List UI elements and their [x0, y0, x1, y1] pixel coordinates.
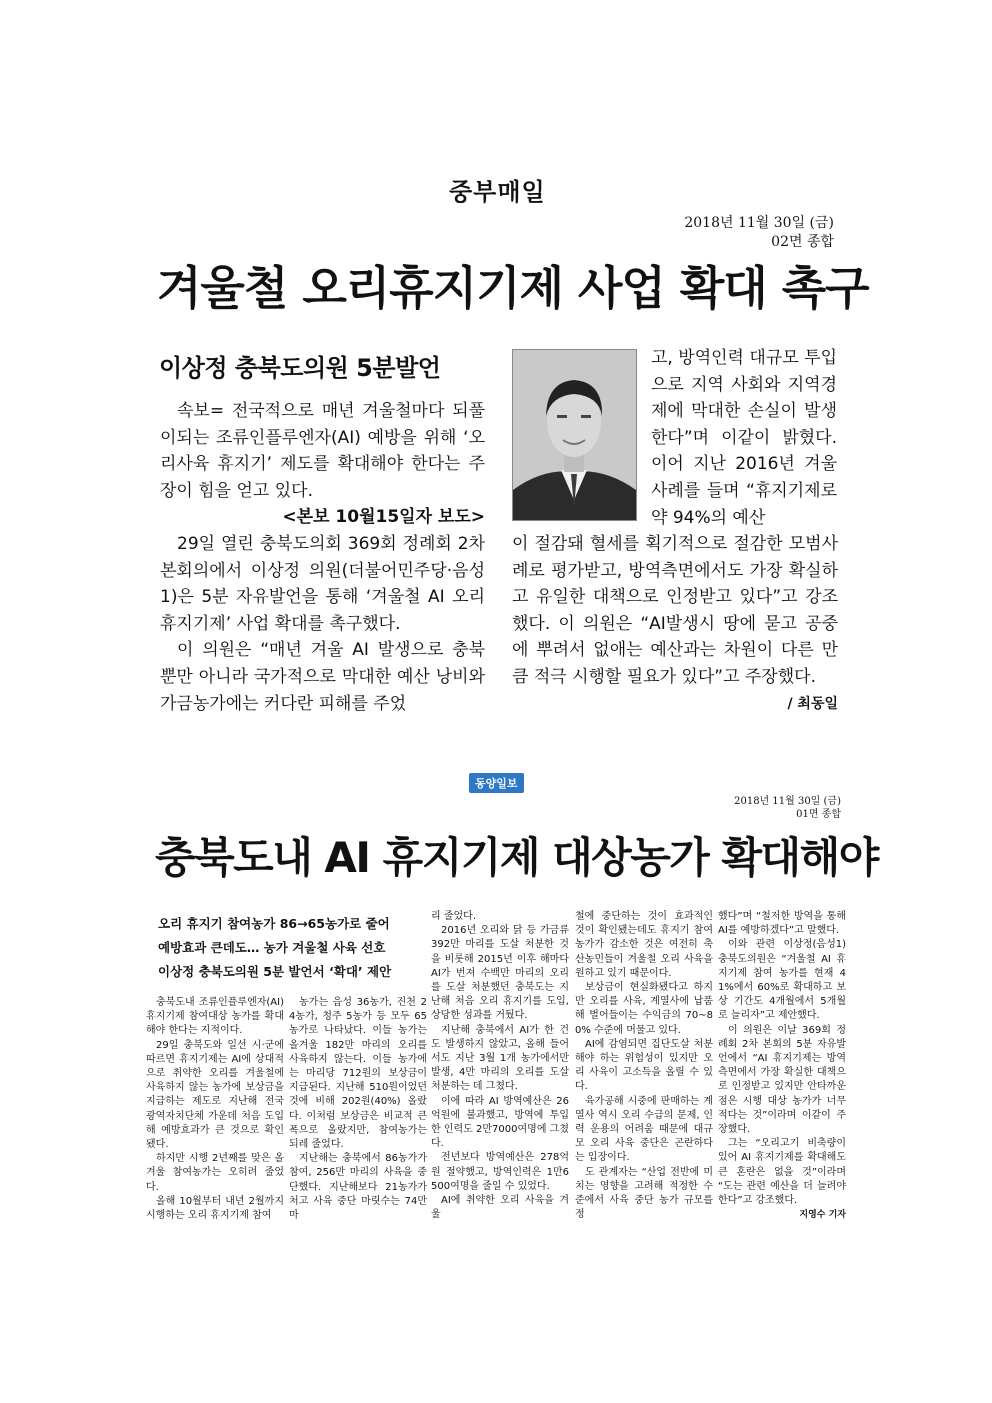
article-body-right-top [651, 345, 837, 531]
publication-date-block-2 [734, 795, 841, 821]
subheadline: 예방효과 큰데도… 농가 겨울철 사육 선호 [158, 940, 386, 955]
paragraph: 2016년 오리와 닭 등 가금류 392만 마리를 도살 처분한 것을 비롯해 2015년 이후 해마다 AI가 번져 수백만 마리의 오리를 도살 처분했던 충북도는 지난해 처음 오리 휴지기를 도입, 상당한 성과를 거뒀다. [431, 925, 569, 1022]
paragraph: 농가는 음성 36농가, 진천 24농가, 청주 5농가 등 모두 65 농가로 나타났다. 이들 농가는 올겨울 182만 마리의 오리를 사육하지 않는다. 이들 농가에는 마리당 712원의 보상금이 지급된다. 지난해 510원이었던 것에 비해 202원(40%) 올랐다. 이처럼 보상금은 비교적 큰 폭으로 올랐지만, 참여농가는 되레 줄었다. [289, 997, 427, 1151]
paragraph: 전년보다 방역예산은 278억원 절약했고, 방역인력은 1만6500여명을 줄일 수 있었다. [431, 1152, 569, 1192]
paragraph: 도 관계자는 “산업 전반에 미치는 영향을 고려해 적정한 수준에서 사육 중단 농가 규모를 정 [575, 1166, 713, 1221]
portrait-photo [512, 349, 637, 521]
publication-name: 중부매일 [449, 178, 546, 206]
paragraph: 29일 충북도와 일선 시·군에 따르면 휴지기제는 AI에 상대적으로 취약한 오리를 겨울철에 사육하지 않는 농가에 보상금을 지급하는 제도로 지난해 전국 광역자치단체 가운데 처음 도입해 예방효과가 큰 것으로 확인됐다. [146, 1039, 284, 1151]
article-subheadlines-2 [158, 912, 391, 984]
paragraph: 철에 중단하는 것이 효과적인 것이 확인됐는데도 휴지기 참여농가가 감소한 것은 여전히 축산농민들이 겨울철 오리 사육을 원하고 있기 때문이다. [575, 911, 713, 979]
paragraph: AI에 취약한 오리 사육을 겨울 [431, 1195, 569, 1221]
paragraph: 29일 열린 충북도의회 369회 정례회 2차본회의에서 이상정 의원(더불어민주당·음성1)은 5분 자유발언을 통해 ‘겨울철 AI 오리휴지기제’ 사업 확대를 촉구했다. [160, 533, 485, 634]
article-column-4 [575, 910, 713, 1222]
paragraph: 육가공해 시중에 판매하는 계열사 역시 오리 수급의 문제, 인력 운용의 어려움 때문에 대규모 오리 사육 중단은 곤란하다는 입장이다. [575, 1095, 713, 1164]
portrait-illustration [513, 350, 636, 520]
section-label: 02면 종합 [771, 234, 834, 250]
article-column-2 [289, 996, 427, 1223]
article-column-1 [146, 996, 284, 1223]
paragraph: 이 절감돼 혈세를 획기적으로 절감한 모범사례로 평가받고, 방역측면에서도 가장 확실하고 유일한 대책으로 인정받고 있다”고 강조했다. 이 의원은 “AI발생시 땅에 묻고 공중에 뿌려서 없애는 예산과는 차원이 다른 만큼 적극 시행할 필요가 있다”고 주장했다. [512, 534, 838, 687]
paragraph: 보상금이 현실화됐다고 하지만 오리를 사육, 계열사에 납품해 벌어들이는 수익금의 70∼80% 수준에 머물고 있다. [575, 982, 713, 1036]
subheadline: 오리 휴지기 참여농가 86→65농가로 줄어 [158, 916, 390, 931]
article-body-left [160, 398, 485, 717]
paragraph: 지난해는 충북에서 86농가가 참여, 256만 마리의 사육을 중단했다. 지난해보다 21농가가 처고 사육 중단 마릿수는 74만 마 [289, 1153, 427, 1222]
paragraph: 지난해 충북에서 AI가 한 건도 발생하지 않았고, 올해 들어서도 지난 3월 1개 농가에서만 발생, 4만 마리의 오리를 도살 처분하는 데 그쳤다. [431, 1024, 569, 1093]
paragraph: 고, 방역인력 대규모 투입으로 지역 사회와 지역경제에 막대한 손실이 발생한다”며 이같이 밝혔다. 이어 지난 2016년 겨울 사례를 들며 “휴지기제로 약 94%의 예산 [651, 348, 837, 528]
publication-logo-2 [469, 773, 524, 793]
article-subheadline: 이상정 충북도의원 5분발언 [159, 354, 441, 382]
paragraph: 올해 10월부터 내년 2월까지 시행하는 오리 휴지기제 참여 [146, 1195, 284, 1222]
article-body-right-bottom [512, 531, 838, 717]
section-label-2: 01면 종합 [796, 809, 841, 820]
paragraph: 리 줄었다. [431, 911, 476, 922]
reference-note: <본보 10월15일자 보도> [282, 507, 485, 528]
publication-date: 2018년 11월 30일 (금) [684, 215, 834, 231]
paragraph: 충북도내 조류인플루엔자(AI) 휴지기제 참여대상 농가를 확대해야 한다는 지적이다. [146, 997, 284, 1037]
paragraph: 했다”며 “철저한 방역을 통해 AI를 예방하겠다”고 말했다. [718, 911, 846, 937]
byline: / 최동일 [787, 695, 838, 712]
article-column-3 [431, 910, 569, 1222]
article-headline: 겨울철 오리휴지기제 사업 확대 촉구 [157, 261, 869, 315]
paragraph: 이에 따라 AI 방역예산은 26억원에 불과했고, 방역에 투입한 인력도 2만7000여명에 그쳤다. [431, 1095, 569, 1150]
publication-date-2: 2018년 11월 30일 (금) [734, 796, 841, 807]
publication-name-2: 동양일보 [475, 777, 518, 790]
byline-2: 지영수 기자 [799, 1210, 846, 1221]
subheadline: 이상정 충북도의원 5분 발언서 ‘확대’ 제안 [158, 964, 392, 979]
article-headline-2: 충북도내 AI 휴지기제 대상농가 확대해야 [155, 833, 878, 882]
paragraph: AI에 감염되면 집단도살 처분해야 하는 위험성이 있지만 오리 사육이 고소득을 올릴 수 있다. [575, 1038, 713, 1093]
publication-date-block [684, 214, 834, 252]
publication-logo [449, 172, 546, 207]
paragraph: 이 의원은 이날 369회 정례회 2차 본회의 5분 자유발언에서 “AI 휴지기제는 방역 측면에서 가장 확실한 대책으로 인정받고 있지만 안타까운 점은 시행 대상 농가가 너무 적다는 것”이라며 이같이 주장했다. [718, 1024, 846, 1136]
paragraph: 속보= 전국적으로 매년 겨울철마다 되풀이되는 조류인플루엔자(AI) 예방을 위해 ‘오리사육 휴지기’ 제도를 확대해야 한다는 주장이 힘을 얻고 있다. [160, 401, 485, 501]
paragraph: 이와 관련 이상정(음성1) 충북도의원은 “겨울철 AI 휴지기제 참여 농가를 현재 41%에서 60%로 확대하고 보상 기간도 4개월에서 5개월로 늘리자”고 제안했다. [718, 939, 846, 1022]
paragraph: 이 의원은 “매년 겨울 AI 발생으로 충북 뿐만 아니라 국가적으로 막대한 예산 낭비와 가금농가에는 커다란 피해를 주었 [160, 640, 485, 714]
paragraph: 하지만 시행 2년째를 맞은 올 겨울 참여농가는 오히려 줄었다. [146, 1153, 284, 1193]
article-column-5 [718, 910, 846, 1222]
paragraph: 그는 “오리고기 비축량이 있어 AI 휴지기제를 확대해도 큰 혼란은 없을 것”이라며 “도는 관련 예산을 더 늘려야 한다”고 강조했다. [718, 1138, 846, 1207]
